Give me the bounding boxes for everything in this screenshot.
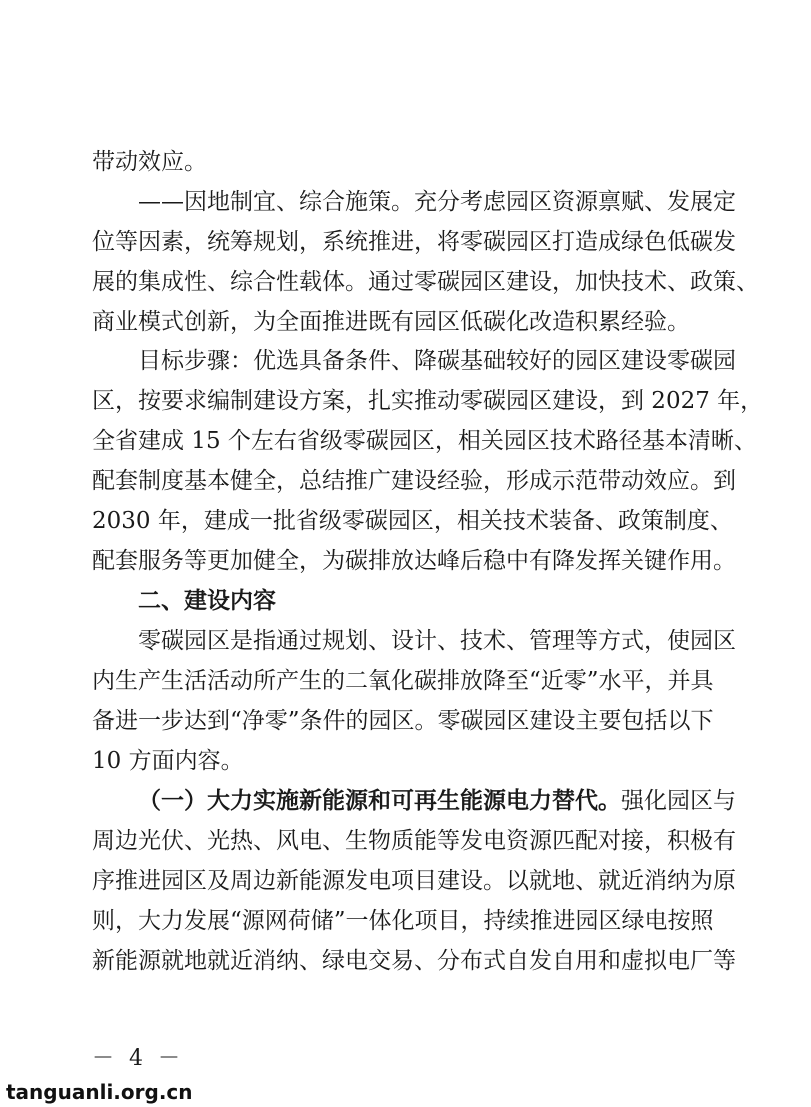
text-line: 全省建成 15 个左右省级零碳园区，相关园区技术路径基本清晰、 xyxy=(92,428,757,454)
text-line: 位等因素，统筹规划，系统推进，将零碳园区打造成绿色低碳发 xyxy=(92,229,736,255)
text-span: 强化园区与 xyxy=(621,788,736,814)
text-line xyxy=(138,785,736,817)
text-line: 2030 年，建成一批省级零碳园区，相关技术装备、政策制度、 xyxy=(92,508,733,534)
text-line: 带动效应。 xyxy=(92,149,207,175)
page-number: － 4 － xyxy=(92,1046,184,1071)
text-line: 目标步骤：优选具备条件、降碳基础较好的园区建设零碳园 xyxy=(138,348,736,374)
subsection-heading: （一）大力实施新能源和可再生能源电力替代。 xyxy=(138,788,621,814)
section-heading: 二、建设内容 xyxy=(138,588,276,614)
text-line: 则，大力发展“源网荷储”一体化项目，持续推进园区绿电按照 xyxy=(92,908,714,934)
text-line: 序推进园区及周边新能源发电项目建设。以就地、就近消纳为原 xyxy=(92,868,736,894)
text-line: 配套服务等更加健全，为碳排放达峰后稳中有降发挥关键作用。 xyxy=(92,548,736,574)
text-line: 周边光伏、光热、风电、生物质能等发电资源匹配对接，积极有 xyxy=(92,828,736,854)
text-line: 展的集成性、综合性载体。通过零碳园区建设，加快技术、政策、 xyxy=(92,269,759,295)
text-line: 备进一步达到“净零”条件的园区。零碳园区建设主要包括以下 xyxy=(92,708,714,734)
text-line: 内生产生活活动所产生的二氧化碳排放降至“近零”水平，并具 xyxy=(92,668,714,694)
text-line: 商业模式创新，为全面推进既有园区低碳化改造积累经验。 xyxy=(92,309,690,335)
text-line: 新能源就地就近消纳、绿电交易、分布式自发自用和虚拟电厂等 xyxy=(92,948,736,974)
text-line: 配套制度基本健全，总结推广建设经验，形成示范带动效应。到 xyxy=(92,468,736,494)
text-line: 零碳园区是指通过规划、设计、技术、管理等方式，使园区 xyxy=(138,628,736,654)
text-line: 10 方面内容。 xyxy=(92,748,244,774)
watermark: tanguanli.org.cn xyxy=(6,1080,193,1104)
text-line: ——因地制宜、综合施策。充分考虑园区资源禀赋、发展定 xyxy=(138,189,736,215)
text-line: 区，按要求编制建设方案，扎实推动零碳园区建设，到 2027 年， xyxy=(92,388,764,414)
